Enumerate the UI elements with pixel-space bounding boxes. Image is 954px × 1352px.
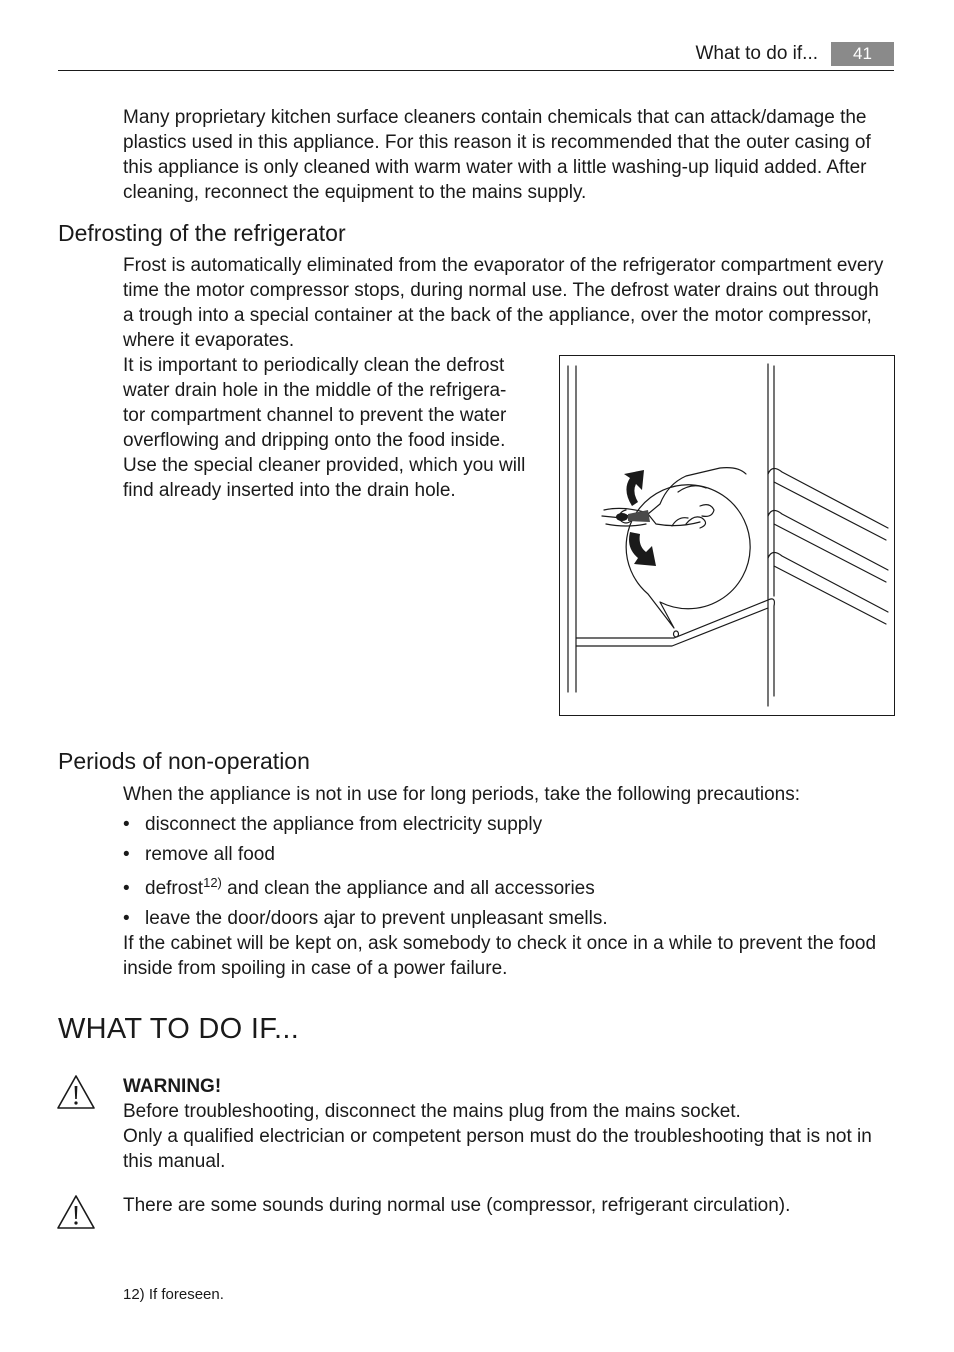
list-item — [123, 876, 595, 901]
bullet-text: and clean the appliance and all accessories — [221, 878, 595, 899]
footnote-ref: 12) — [203, 875, 222, 890]
defrosting-paragraph-1: Frost is automatically eliminated from the evaporator of the refrigerator compartment every time the motor compressor stops, during normal use. The defrost water drains out through a trough into a special container at the back of the appliance, over the motor compressor, where it evaporates. — [123, 255, 884, 351]
drain-hole-illustration — [559, 355, 895, 716]
defrost-line: tor compartment channel to prevent the water — [123, 405, 507, 426]
warning-title: WARNING! — [123, 1076, 222, 1097]
defrost-line: Use the special cleaner provided, which you will — [123, 455, 526, 476]
bullet-icon: • — [123, 908, 130, 929]
header-rule — [58, 70, 894, 71]
list-item — [123, 842, 275, 867]
warning-triangle-icon — [56, 1074, 96, 1110]
sounds-note: There are some sounds during normal use (compressor, refrigerant circulation). — [123, 1195, 791, 1216]
warning-triangle-icon — [56, 1194, 96, 1230]
warning-line-1: Before troubleshooting, disconnect the mains plug from the mains socket. — [123, 1101, 741, 1122]
non-operation-closing: If the cabinet will be kept on, ask somebody to check it once in a while to prevent the food inside from spoiling in case of a power failure. — [123, 933, 877, 979]
bullet-text: remove all food — [145, 844, 275, 865]
non-operation-intro: When the appliance is not in use for long periods, take the following precautions: — [123, 784, 801, 805]
defrost-line: It is important to periodically clean the defrost — [123, 355, 505, 376]
warning-line-2: Only a qualified electrician or competent person must do the troubleshooting that is not in this manual. — [123, 1126, 872, 1172]
bullet-text: disconnect the appliance from electricity supply — [145, 814, 543, 835]
bullet-text: leave the door/doors ajar to prevent unpleasant smells. — [145, 908, 608, 929]
bullet-icon: • — [123, 814, 130, 835]
defrosting-heading: Defrosting of the refrigerator — [58, 220, 346, 246]
defrost-line: overflowing and dripping onto the food inside. — [123, 430, 506, 451]
footnote: 12) If foreseen. — [123, 1286, 224, 1303]
list-item — [123, 812, 542, 837]
intro-paragraph: Many proprietary kitchen surface cleaners contain chemicals that can attack/damage the plastics used in this appliance. For this reason it is recommended that the outer casing of this appliance is only cleaned with warm water with a little washing-up liquid added. After cleaning, reconnect the equipment to the mains supply. — [123, 107, 871, 203]
defrosting-paragraph-2 — [123, 353, 553, 503]
bullet-icon: • — [123, 878, 130, 899]
section-title: WHAT TO DO IF... — [58, 1013, 300, 1045]
defrost-line: find already inserted into the drain hole. — [123, 480, 456, 501]
page-number: 41 — [831, 42, 894, 66]
bullet-text: defrost — [145, 878, 204, 899]
running-header-title: What to do if... — [695, 43, 818, 64]
list-item — [123, 906, 608, 931]
non-operation-heading: Periods of non-operation — [58, 748, 310, 774]
bullet-icon: • — [123, 844, 130, 865]
drain-cleaning-drawing — [560, 356, 894, 715]
defrost-line: water drain hole in the middle of the refrigera- — [123, 380, 507, 401]
